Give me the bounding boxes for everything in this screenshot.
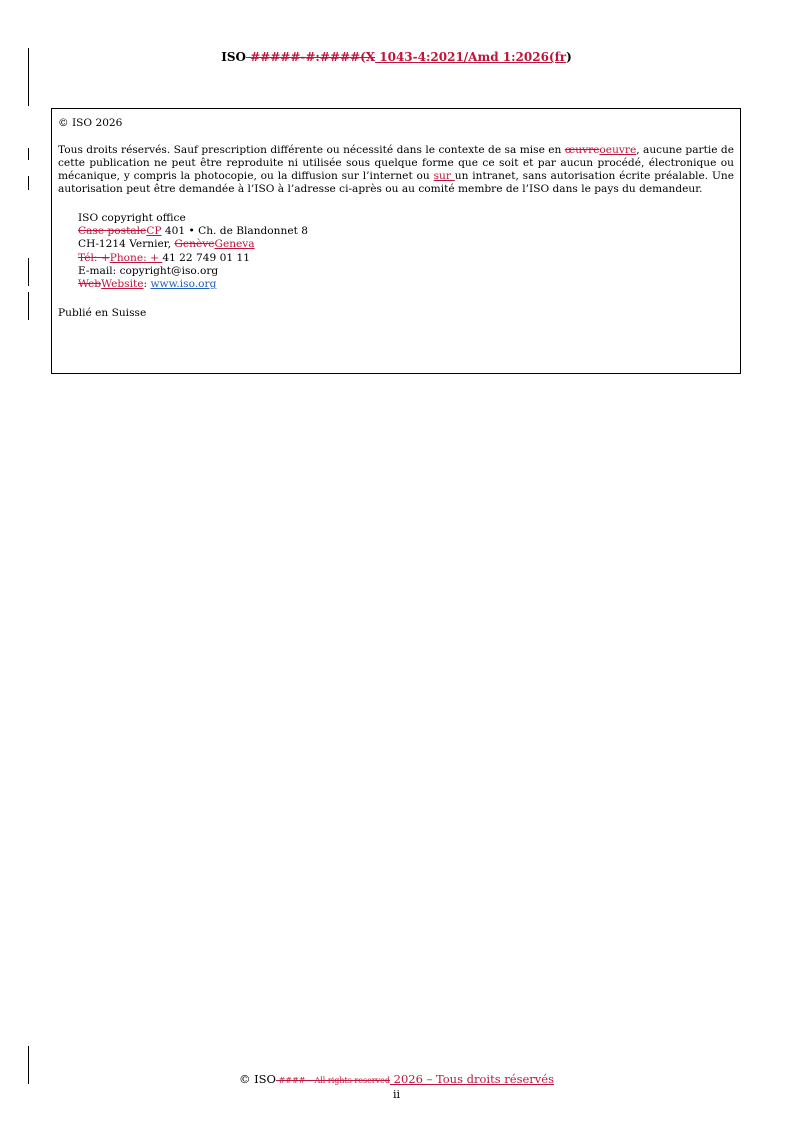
inserted-text: Geneva [214,238,255,251]
address-block [78,212,734,291]
header-suffix: ) [566,50,572,64]
deleted-text: Case postale [78,225,147,238]
email-line: E-mail: copyright@iso.org [78,264,219,277]
document-header [0,50,793,64]
website-line [78,278,734,291]
paragraph-text: un intranet, sans autorisation écrite préalable. Une autorisation peut être demandée à l’ISO à l’adresse ci-après ou au comité membre de l’ISO dans le pays du demandeur. [58,170,734,195]
rights-paragraph [58,144,734,196]
inserted-text: Phone: + [109,251,163,264]
deleted-text: Genève [174,238,215,251]
city-line [78,238,734,251]
deleted-text: œuvre [564,144,600,156]
page-footer [0,1072,793,1086]
deleted-text: Tél: + [78,251,110,264]
office-name: ISO copyright office [78,212,186,224]
footer-deleted-text: #### – All rights reserved [276,1076,390,1085]
inserted-text: Website [101,278,144,291]
paragraph-text: , aucune partie de cette publication ne peut être reproduite ni utilisée sous quelque forme que ce soit et par aucun procédé, électronique ou mécanique, y compris la photocopie, ou la diffusion sur l’internet ou [58,144,734,182]
published-in: Publié en Suisse [58,307,147,320]
separator: : [143,278,151,291]
phone-line [78,252,734,265]
change-bar [28,292,29,320]
header-inserted-reference: 1043-4:2021/Amd 1:2026(fr [375,50,567,64]
inserted-text: oeuvre [599,144,637,156]
footer-prefix: © ISO [238,1072,276,1086]
change-bar [28,258,29,286]
copyright-line: © ISO 2026 [58,117,123,129]
postal-line [78,225,734,238]
website-link[interactable]: www.iso.org [150,278,217,291]
city-text: CH-1214 Vernier, [78,238,175,251]
footer-inserted-text: 2026 – Tous droits réservés [390,1072,554,1086]
paragraph-text: Tous droits réservés. Sauf prescription différente ou nécessité dans le contexte de sa mise en [58,144,565,156]
copyright-notice-box [51,108,741,374]
page-number: ii [392,1088,401,1101]
deleted-text: Web [78,278,102,291]
phone-number: 41 22 749 01 11 [162,251,250,264]
change-bar [28,176,29,190]
inserted-text: CP [146,225,162,238]
postal-text: 401 • Ch. de Blandonnet 8 [161,225,308,238]
inserted-text: sur [433,170,455,182]
header-deleted-reference: #####-#:####(X [245,50,376,64]
header-prefix: ISO [221,50,246,64]
change-bar [28,148,29,160]
